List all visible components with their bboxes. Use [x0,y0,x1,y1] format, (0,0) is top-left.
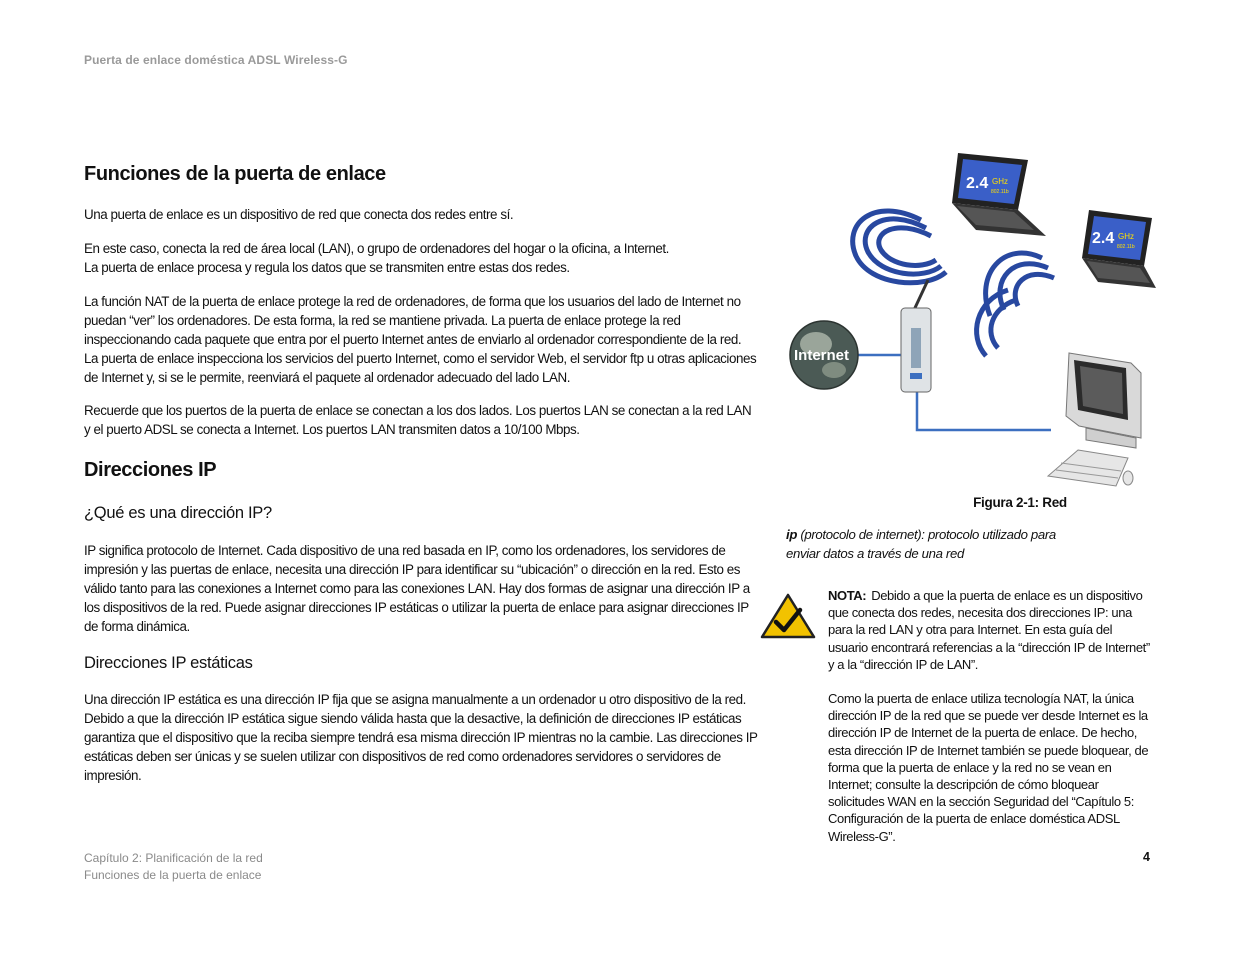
laptop-screen-std: 802.11b [991,189,1009,195]
wireless-waves-icon [853,211,946,283]
laptop-screen-unit: GHz [1118,232,1134,241]
note-text-1: Debido a que la puerta de enlace es un dispositivo que conecta dos redes, necesita dos direcciones IP: una para la red LAN y otra para Internet. En esta guía del usuario encontrará referencias a la “dirección IP de Internet” y a la “dirección IP de LAN”. [828,588,1150,672]
ip-definition-text-a: (protocolo de internet): protocolo utilizado para [797,527,1056,542]
paragraph-ports: Recuerde que los puertos de la puerta de enlace se conectan a los dos lados. Los puertos LAN se conectan a la red LAN y el puerto ADSL se conecta a Internet. Los puertos LAN transmiten datos a 10/100 Mbps. [84,403,752,437]
ip-term-text: ip [786,527,798,542]
paragraph-lan-line-2: La puerta de enlace procesa y regula los datos que se transmiten entre estas dos redes. [84,260,570,275]
subheading-static-ip: Direcciones IP estáticas [84,654,253,672]
note-paragraph-1 [828,587,1153,673]
network-diagram-figure [786,148,1156,493]
router-icon [901,280,931,392]
note-box [828,587,1153,845]
paragraph-lan-line-1: En este caso, conecta la red de área local (LAN), o grupo de ordenadores del hogar o la oficina, a Internet. [84,241,669,256]
footer-section: Funciones de la puerta de enlace [84,868,262,882]
footer-chapter: Capítulo 2: Planificación de la red [84,851,263,865]
laptop-screen-label: 2.4 [966,175,989,192]
note-paragraph-2: Como la puerta de enlace utiliza tecnología NAT, la única dirección IP de la red que se puede ver desde Internet es la dirección IP de Internet de la puerta de enlace. De hecho, esta dirección IP de Internet también se puede bloquear, de forma que la puerta de enlace y la red no se vean en Internet; consulte la descripción de cómo bloquear solicitudes WAN en la sección Seguridad del “Capítulo 5: Configuración de la puerta de enlace doméstica ADSL Wireless-G”. [828,691,1149,844]
ip-term [786,527,1056,542]
paragraph-lan-connection [84,239,758,277]
paragraph-definition: Una puerta de enlace es un dispositivo de red que conecta dos redes entre sí. [84,207,514,222]
desktop-computer-icon [1048,353,1141,486]
laptop-screen-std: 802.11b [1117,244,1135,250]
section-heading-gateway-functions: Funciones de la puerta de enlace [84,163,386,185]
paragraph-nat: La función NAT de la puerta de enlace protege la red de ordenadores, de forma que los usuarios del lado de Internet no puedan “ver” los ordenadores. De esta forma, la red se mantiene privada. La puerta de enlace protege la red inspeccionando cada paquete que entra por el puerto Internet antes de enviarlo al ordenador correspondiente de la red. La puerta de enlace inspecciona los servicios del puerto Internet, como el servidor Web, el servidor ftp u otras aplicaciones de Internet y, si se le permite, reenviará el paquete al ordenador adecuado del lado LAN. [84,294,757,385]
network-cables [856,355,1051,430]
subheading-what-is-ip: ¿Qué es una dirección IP? [84,504,272,522]
internet-label: Internet [794,347,850,364]
note-check-icon [760,592,816,640]
note-label: NOTA: [828,588,867,603]
page-number: 4 [1143,850,1150,864]
page-footer [84,850,263,884]
laptop-screen-label: 2.4 [1092,230,1115,247]
paragraph-static-ip: Una dirección IP estática es una dirección IP fija que se asigna manualmente a un ordenador u otro dispositivo de la red. Debido a que la dirección IP estática sigue siendo válida hasta que la desactive, la definición de direcciones IP estáticas garantiza que el dispositivo que la reciba siempre tendrá esa misma dirección IP mientras no la cambie. Las direcciones IP estáticas deben ser únicas y se suelen utilizar con dispositivos de red como ordenadores servidores o servidores de impresión. [84,692,758,783]
ip-definition [786,525,1116,563]
wireless-waves-icon [977,253,1054,356]
section-heading-ip-addresses: Direcciones IP [84,459,217,481]
figure-caption: Figura 2-1: Red [973,495,1067,510]
page-header: Puerta de enlace doméstica ADSL Wireless-G [84,53,348,67]
laptop-screen-unit: GHz [992,177,1008,186]
paragraph-ip-meaning: IP significa protocolo de Internet. Cada dispositivo de una red basada en IP, como los ordenadores, los servidores de impresión y las puertas de enlace, necesita una dirección IP para identificar su “ubicación” o dirección en la red. Esto es válido tanto para las conexiones a Internet como para las conexiones LAN. Hay dos formas de asignar una dirección IP a los dispositivos de la red. Puede asignar direcciones IP estáticas o utilizar la puerta de enlace para asignar direcciones IP de forma dinámica. [84,543,750,634]
ip-definition-text-b: enviar datos a través de una red [786,546,964,561]
